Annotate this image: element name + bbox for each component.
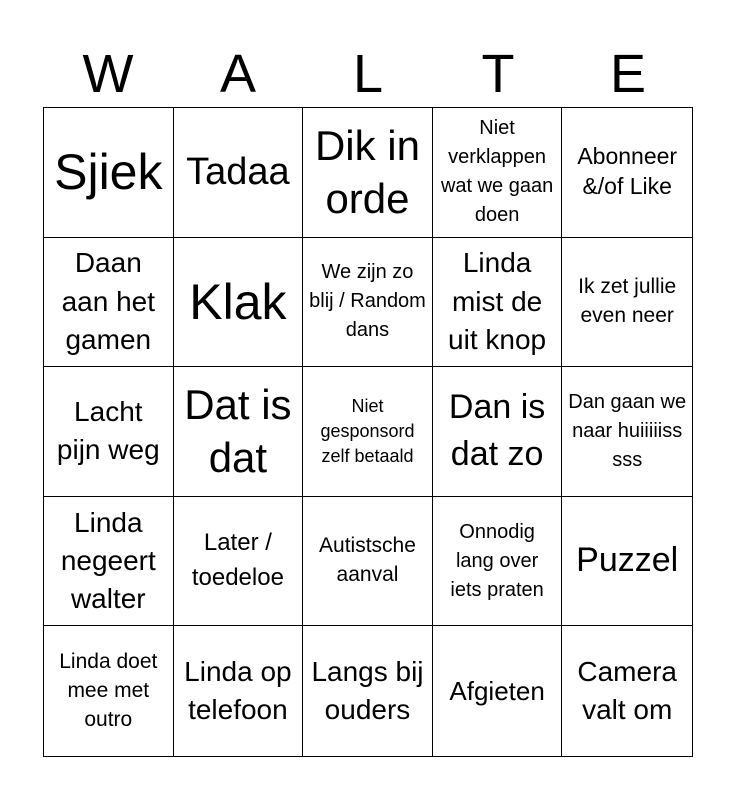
cell-text: Lacht pijn weg xyxy=(56,396,160,466)
bingo-cell[interactable] xyxy=(433,626,563,756)
bingo-cell[interactable] xyxy=(562,497,692,627)
bingo-cell[interactable] xyxy=(174,497,304,627)
cell-text: Daan aan het gamen xyxy=(61,247,155,356)
bingo-cell[interactable] xyxy=(44,497,174,627)
header-letter-5: E xyxy=(609,44,647,104)
cell-text: Dik in orde xyxy=(314,121,420,223)
cell-text: Sjiek xyxy=(54,144,163,201)
bingo-cell[interactable] xyxy=(174,108,304,238)
cell-text: Ik zet jullie even neer xyxy=(578,274,677,327)
bingo-cell[interactable] xyxy=(562,626,692,756)
cell-text: Dan is dat zo xyxy=(448,387,546,474)
cell-text: Autistsche aanval xyxy=(319,534,416,587)
cell-text: Dat is dat xyxy=(184,380,292,482)
bingo-header xyxy=(43,40,693,108)
bingo-cell[interactable] xyxy=(44,367,174,497)
bingo-cell[interactable] xyxy=(44,626,174,756)
bingo-cell[interactable] xyxy=(433,238,563,368)
cell-text: Linda negeert walter xyxy=(60,506,156,615)
bingo-cell[interactable] xyxy=(303,238,433,368)
bingo-cell[interactable] xyxy=(303,108,433,238)
bingo-cell[interactable] xyxy=(303,367,433,497)
bingo-cell[interactable] xyxy=(433,367,563,497)
bingo-cell[interactable] xyxy=(174,238,304,368)
bingo-cell[interactable] xyxy=(303,497,433,627)
cell-text: Linda op telefoon xyxy=(184,655,292,726)
cell-text: Puzzel xyxy=(576,541,679,580)
cell-text: Later / toedeloe xyxy=(191,529,284,592)
header-letter-2: A xyxy=(219,44,257,104)
bingo-cell[interactable] xyxy=(433,108,563,238)
cell-text: Niet gesponsord zelf betaald xyxy=(320,395,415,467)
cell-text: Langs bij ouders xyxy=(311,655,424,726)
cell-text: Klak xyxy=(189,273,287,330)
bingo-cell[interactable] xyxy=(562,367,692,497)
bingo-cell[interactable] xyxy=(303,626,433,756)
cell-text: Tadaa xyxy=(186,150,290,193)
bingo-cell[interactable] xyxy=(44,238,174,368)
cell-text: Afgieten xyxy=(449,675,545,706)
bingo-cell[interactable] xyxy=(433,497,563,627)
header-letter-4: T xyxy=(481,44,515,104)
bingo-cell[interactable] xyxy=(44,108,174,238)
bingo-cell[interactable] xyxy=(562,108,692,238)
bingo-cell[interactable] xyxy=(174,367,304,497)
cell-text: Onnodig lang over iets praten xyxy=(450,520,544,601)
cell-text: Dan gaan we naar huiiiiisssss xyxy=(568,390,687,471)
cell-text: Abonneer &/of Like xyxy=(577,143,678,200)
cell-text: Camera valt om xyxy=(577,655,677,726)
bingo-cell[interactable] xyxy=(562,238,692,368)
cell-text: Linda mist de uit knop xyxy=(448,247,547,356)
bingo-board xyxy=(43,107,693,757)
bingo-cell[interactable] xyxy=(174,626,304,756)
cell-text: We zijn zo blij / Random dans xyxy=(309,261,426,342)
cell-text: Niet verklappen wat we gaan doen xyxy=(440,117,554,227)
cell-text: Linda doet mee met outro xyxy=(59,649,158,731)
header-letter-3: L xyxy=(352,44,384,104)
header-letter-1: W xyxy=(82,44,134,104)
